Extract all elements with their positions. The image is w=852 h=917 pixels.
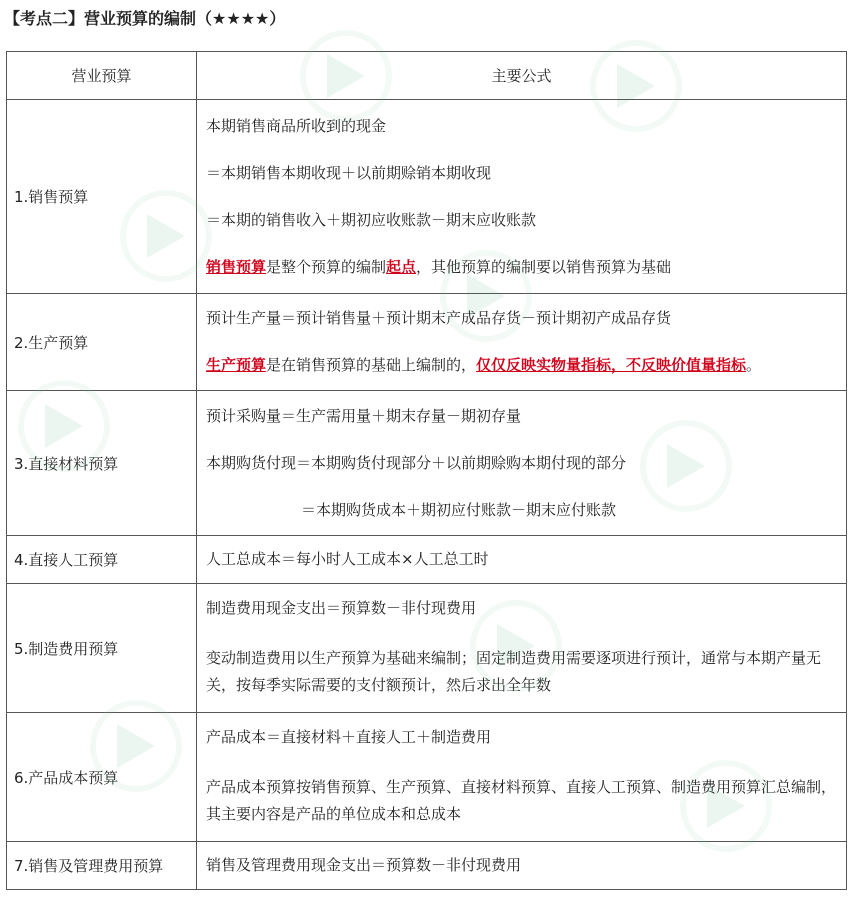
highlight-term: 仅仅反映实物量指标，不反映价值量指标 xyxy=(476,356,747,374)
note-text: 。 xyxy=(746,356,762,374)
note-text: ，其他预算的编制要以销售预算为基础 xyxy=(416,257,672,276)
formula-line: ＝本期销售本期收现＋以前期赊销本期收现 xyxy=(206,163,492,182)
table-row-direct-labor-budget xyxy=(7,536,847,584)
row-formulas xyxy=(197,391,847,536)
row-formulas xyxy=(197,294,847,391)
formula-line: 销售及管理费用现金支出＝预算数－非付现费用 xyxy=(206,856,522,874)
row-formulas xyxy=(197,842,847,890)
operating-budget-table xyxy=(6,51,847,890)
row-name: 1.销售预算 xyxy=(7,100,197,294)
row-formulas xyxy=(197,713,847,842)
formula-line: 预计生产量＝预计销售量＋预计期末产成品存货－预计期初产成品存货 xyxy=(206,309,672,327)
table-row-direct-materials-budget xyxy=(7,391,847,536)
highlight-term: 起点 xyxy=(386,257,417,276)
formula-line: 产品成本预算按销售预算、生产预算、直接材料预算、直接人工预算、制造费用预算汇总编制，其主要内容是产品的单位成本和总成本 xyxy=(206,777,837,823)
formula-line: 产品成本＝直接材料＋直接人工＋制造费用 xyxy=(206,727,492,746)
highlight-term: 生产预算 xyxy=(206,356,267,374)
table-row-sales-budget xyxy=(7,100,847,294)
note-text: 是整个预算的编制 xyxy=(266,257,387,276)
formula-line: ＝本期的销售收入＋期初应收账款－期末应收账款 xyxy=(206,210,537,229)
table-row-production-budget xyxy=(7,294,847,391)
formula-note xyxy=(206,257,838,278)
header-main-formula: 主要公式 xyxy=(197,52,847,100)
row-formulas xyxy=(197,100,847,294)
table-row-selling-admin-budget xyxy=(7,842,847,890)
row-name: 6.产品成本预算 xyxy=(7,713,197,842)
row-name: 7.销售及管理费用预算 xyxy=(7,842,197,890)
table-row-overhead-budget xyxy=(7,584,847,713)
formula-line: 预计采购量＝生产需用量＋期末存量－期初存量 xyxy=(206,406,522,425)
formula-note xyxy=(206,355,838,376)
row-name: 5.制造费用预算 xyxy=(7,584,197,713)
formula-line: 制造费用现金支出＝预算数－非付现费用 xyxy=(206,598,477,617)
table-header-row xyxy=(7,52,847,100)
formula-line: 本期购货付现＝本期购货付现部分＋以前期赊购本期付现的部分 xyxy=(206,453,627,472)
note-text: 是在销售预算的基础上编制的， xyxy=(266,356,477,374)
formula-line: 人工总成本＝每小时人工成本×人工总工时 xyxy=(206,550,489,568)
section-title: 【考点二】营业预算的编制（★★★★） xyxy=(4,9,286,28)
row-name: 2.生产预算 xyxy=(7,294,197,391)
row-name: 4.直接人工预算 xyxy=(7,536,197,584)
formula-line: ＝本期购货成本＋期初应付账款－期末应付账款 xyxy=(301,500,617,519)
row-formulas xyxy=(197,584,847,713)
header-operating-budget: 营业预算 xyxy=(7,52,197,100)
formula-line: 变动制造费用以生产预算为基础来编制；固定制造费用需要逐项进行预计，通常与本期产量无关，按每季实际需要的支付额预计，然后求出全年数 xyxy=(206,648,822,694)
highlight-term: 销售预算 xyxy=(206,257,267,276)
row-formulas xyxy=(197,536,847,584)
formula-line: 本期销售商品所收到的现金 xyxy=(206,116,387,135)
row-name: 3.直接材料预算 xyxy=(7,391,197,536)
table-row-product-cost-budget xyxy=(7,713,847,842)
